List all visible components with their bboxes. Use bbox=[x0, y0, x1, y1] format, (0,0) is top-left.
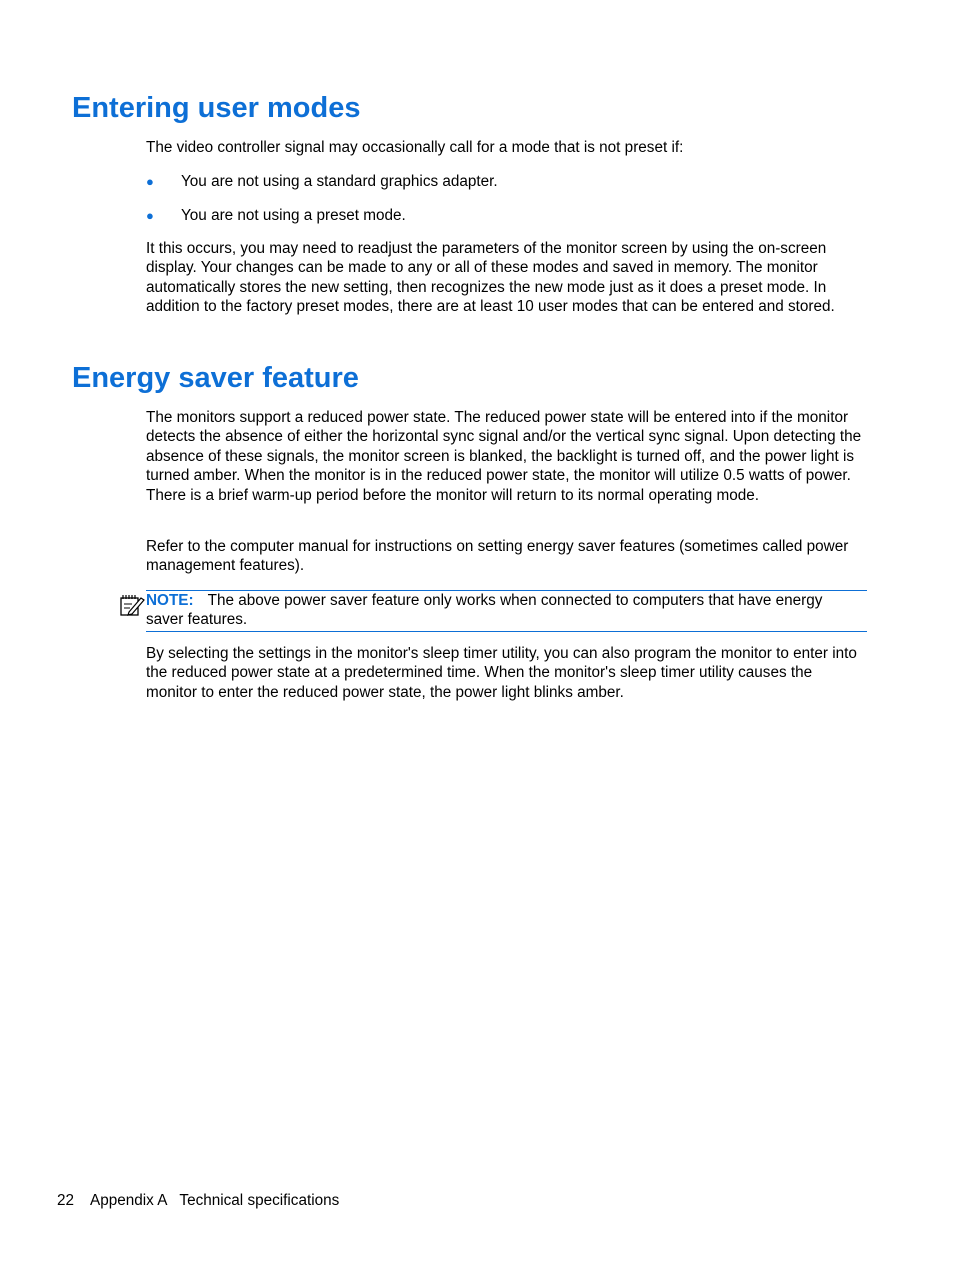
note-text-block bbox=[146, 591, 864, 630]
section-heading-energy-saver: Energy saver feature bbox=[72, 362, 359, 394]
energy-saver-paragraph-3: By selecting the settings in the monitor's sleep timer utility, you can also program the monitor to enter into the reduced power state at a predetermined time. When the monitor's sleep timer utility causes the monitor to enter the reduced power state, the power light blinks amber. bbox=[146, 645, 857, 701]
note-callout bbox=[146, 590, 867, 632]
page-footer bbox=[57, 1191, 339, 1210]
list-item-text: You are not using a standard graphics adapter. bbox=[181, 173, 498, 190]
list-item-text: You are not using a preset mode. bbox=[181, 207, 406, 224]
note-pad-icon bbox=[119, 593, 145, 617]
note-body: The above power saver feature only works when connected to computers that have energy saver features. bbox=[146, 592, 823, 629]
energy-saver-paragraph-1: The monitors support a reduced power state. The reduced power state will be entered into if the monitor detects the absence of either the horizontal sync signal and/or the vertical sync signal. Upon detecting the absence of these signals, the monitor screen is blanked, the backlight is turned off, and the power light is turned amber. When the monitor is in the reduced power state, the monitor will utilize 0.5 watts of power. There is a brief warm-up period before the monitor will return to its normal operating mode. bbox=[146, 409, 862, 504]
body-paragraph-user-modes: It this occurs, you may need to readjust the parameters of the monitor screen by using the on-screen display. Your changes can be made to any or all of these modes and saved in memory. The monitor automatically stores the new setting, then recognizes the new mode just as it does a preset mode. In addition to the factory preset modes, there are at least 10 user modes that can be entered and stored. bbox=[146, 240, 835, 316]
bullet-icon: ● bbox=[146, 174, 154, 189]
bullet-icon: ● bbox=[146, 208, 154, 223]
note-label: NOTE: bbox=[146, 592, 194, 609]
section-heading-user-modes: Entering user modes bbox=[72, 92, 361, 124]
footer-appendix: Appendix A bbox=[90, 1192, 168, 1209]
intro-paragraph: The video controller signal may occasionally call for a mode that is not preset if: bbox=[146, 139, 684, 156]
page-number: 22 bbox=[57, 1192, 75, 1209]
footer-title: Technical specifications bbox=[179, 1192, 340, 1209]
energy-saver-paragraph-2: Refer to the computer manual for instructions on setting energy saver features (sometimes called power management features). bbox=[146, 538, 849, 575]
